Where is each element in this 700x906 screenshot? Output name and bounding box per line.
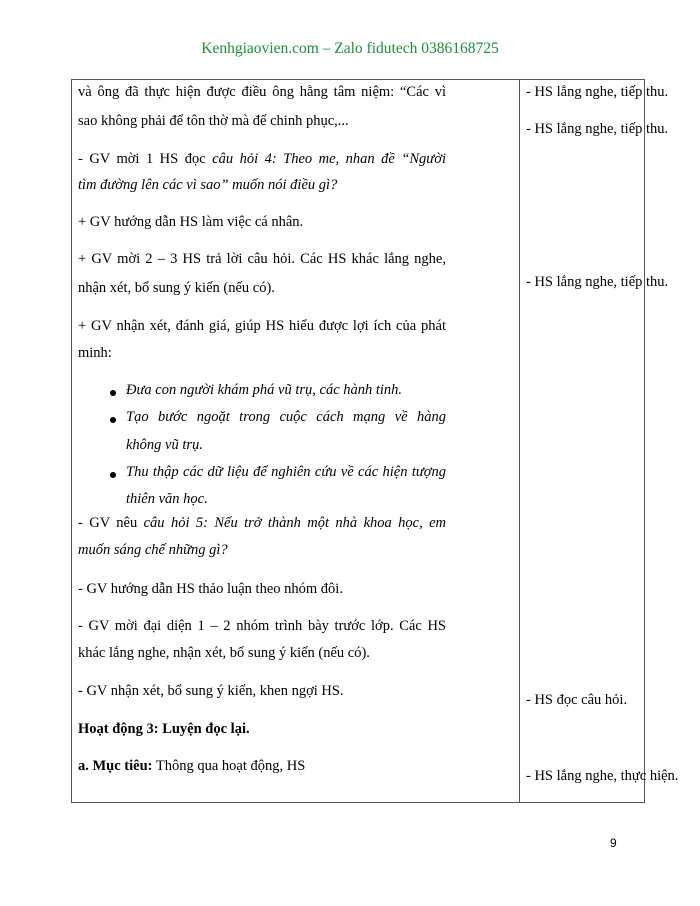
paragraph-line: + GV nhận xét, đánh giá, giúp HS hiểu được lợi ích của phát xyxy=(78,318,446,334)
paragraph-line: + GV hướng dẫn HS làm việc cá nhân. xyxy=(78,214,304,230)
bullet-item: Đưa con người khám phá vũ trụ, các hành tinh. xyxy=(126,382,403,398)
bullet-item: Tạo bước ngoặt trong cuộc cách mạng về hàng xyxy=(126,409,446,425)
page-header: Kenhgiaovien.com – Zalo fidutech 0386168725 xyxy=(201,40,499,57)
page-number: 9 xyxy=(610,836,617,850)
bullet-item: Thu thập các dữ liệu để nghiên cứu về các hiện tượng xyxy=(126,464,446,480)
paragraph-line: - GV hướng dẫn HS thảo luận theo nhóm đôi. xyxy=(78,581,343,597)
student-response: - HS lắng nghe, tiếp thu. xyxy=(526,84,669,100)
lesson-table xyxy=(71,79,679,803)
bullet-icon xyxy=(110,390,116,396)
paragraph-line: nhận xét, bổ sung ý kiến (nếu có). xyxy=(78,280,275,296)
student-response: - HS đọc câu hỏi. xyxy=(526,692,628,708)
question-4-line xyxy=(78,151,446,168)
student-response: - HS lắng nghe, thực hiện. xyxy=(526,768,679,784)
objective-text: Thông qua hoạt động, HS xyxy=(152,758,306,774)
student-response: - HS lắng nghe, tiếp thu. xyxy=(526,274,669,290)
objective-label: a. Mục tiêu: xyxy=(78,758,153,774)
question-4-prefix: - GV mời 1 HS đọc xyxy=(78,151,213,167)
paragraph-line: - GV mời đại diện 1 – 2 nhóm trình bày trước lớp. Các HS xyxy=(78,618,446,634)
paragraph-line: và ông đã thực hiện được điều ông hằng tâm niệm: “Các vì xyxy=(78,84,446,100)
bullet-item-line-2: không vũ trụ. xyxy=(126,437,203,453)
paragraph-line: minh: xyxy=(78,345,112,361)
question-5-line xyxy=(78,515,446,532)
question-5-line-2: muốn sáng chế những gì? xyxy=(78,542,228,558)
question-5-text: câu hỏi 5: Nếu trở thành một nhà khoa học, em xyxy=(143,515,446,531)
paragraph-line: sao không phải để tôn thờ mà để chinh phục,... xyxy=(78,113,349,129)
question-4-line-2: tìm đường lên các vì sao” muốn nói điều gì? xyxy=(78,177,338,193)
paragraph-line: + GV mời 2 – 3 HS trả lời câu hỏi. Các HS khác lắng nghe, xyxy=(78,251,446,267)
student-response: - HS lắng nghe, tiếp thu. xyxy=(526,121,669,137)
question-4-text: câu hỏi 4: Theo me, nhan đề “Người xyxy=(212,151,446,167)
bullet-icon xyxy=(110,417,116,423)
paragraph-line: khác lắng nghe, nhận xét, bổ sung ý kiến (nếu có). xyxy=(78,645,370,661)
paragraph-line: - GV nhận xét, bổ sung ý kiến, khen ngợi HS. xyxy=(78,683,344,699)
question-5-prefix: - GV nêu xyxy=(78,515,144,531)
bullet-item-line-2: thiên văn học. xyxy=(126,491,208,507)
activity-3-heading: Hoạt động 3: Luyện đọc lại. xyxy=(78,721,250,737)
column-divider xyxy=(519,80,520,802)
objective-line xyxy=(78,758,305,775)
bullet-icon xyxy=(110,472,116,478)
